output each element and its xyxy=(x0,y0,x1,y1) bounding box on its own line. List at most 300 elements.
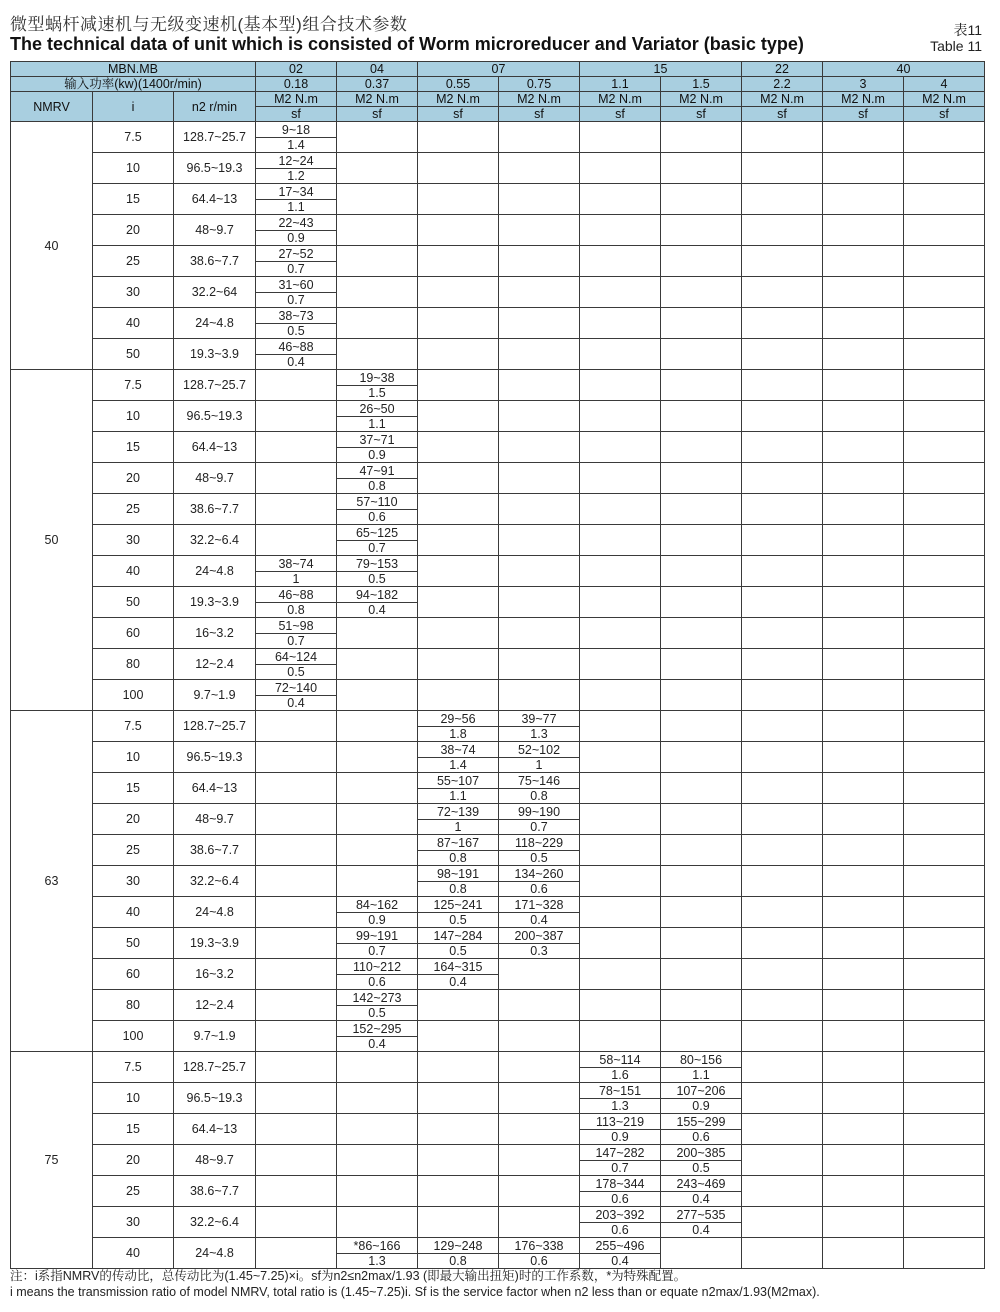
empty-cell xyxy=(337,153,418,184)
empty-cell xyxy=(337,1176,418,1207)
empty-cell xyxy=(823,618,904,649)
empty-cell xyxy=(580,370,661,401)
empty-cell xyxy=(580,556,661,587)
empty-cell xyxy=(580,618,661,649)
output-speed-n2: 38.6~7.7 xyxy=(174,246,256,277)
header-unit-sf: sf xyxy=(904,107,985,122)
output-speed-n2: 128.7~25.7 xyxy=(174,370,256,401)
empty-cell xyxy=(580,525,661,556)
service-factor-sf: 1.4 xyxy=(256,137,337,153)
header-unit-sf: sf xyxy=(742,107,823,122)
empty-cell xyxy=(742,804,823,835)
header-unit-m2: M2 N.m xyxy=(823,92,904,107)
service-factor-sf: 0.6 xyxy=(337,509,418,525)
empty-cell xyxy=(256,1176,337,1207)
empty-cell xyxy=(337,184,418,215)
empty-cell xyxy=(499,1176,580,1207)
empty-cell xyxy=(256,990,337,1021)
empty-cell xyxy=(823,587,904,618)
header-unit-m2: M2 N.m xyxy=(418,92,499,107)
empty-cell xyxy=(580,897,661,928)
empty-cell xyxy=(580,680,661,711)
output-speed-n2: 24~4.8 xyxy=(174,308,256,339)
empty-cell xyxy=(256,866,337,897)
empty-cell xyxy=(337,1114,418,1145)
torque-m2: 51~98 xyxy=(256,618,337,634)
torque-m2: 110~212 xyxy=(337,959,418,975)
empty-cell xyxy=(337,1052,418,1083)
service-factor-sf: 0.4 xyxy=(661,1191,742,1207)
empty-cell xyxy=(661,680,742,711)
empty-cell xyxy=(580,246,661,277)
output-speed-n2: 38.6~7.7 xyxy=(174,494,256,525)
empty-cell xyxy=(418,153,499,184)
service-factor-sf: 0.8 xyxy=(499,788,580,804)
empty-cell xyxy=(256,959,337,990)
empty-cell xyxy=(337,866,418,897)
empty-cell xyxy=(742,1052,823,1083)
service-factor-sf: 0.3 xyxy=(499,943,580,959)
output-speed-n2: 32.2~64 xyxy=(174,277,256,308)
empty-cell xyxy=(418,1021,499,1052)
empty-cell xyxy=(256,897,337,928)
empty-cell xyxy=(256,525,337,556)
empty-cell xyxy=(742,463,823,494)
torque-m2: 19~38 xyxy=(337,370,418,386)
empty-cell xyxy=(742,1114,823,1145)
output-speed-n2: 128.7~25.7 xyxy=(174,711,256,742)
torque-m2: 65~125 xyxy=(337,525,418,541)
output-speed-n2: 32.2~6.4 xyxy=(174,866,256,897)
empty-cell xyxy=(661,370,742,401)
empty-cell xyxy=(499,122,580,153)
ratio-i: 10 xyxy=(93,1083,174,1114)
torque-m2: 46~88 xyxy=(256,587,337,603)
empty-cell xyxy=(661,928,742,959)
empty-cell xyxy=(580,990,661,1021)
empty-cell xyxy=(823,401,904,432)
output-speed-n2: 64.4~13 xyxy=(174,184,256,215)
service-factor-sf: 1.1 xyxy=(418,788,499,804)
ratio-i: 30 xyxy=(93,866,174,897)
service-factor-sf: 1.1 xyxy=(256,199,337,215)
empty-cell xyxy=(499,680,580,711)
torque-m2: 22~43 xyxy=(256,215,337,231)
empty-cell xyxy=(499,432,580,463)
torque-m2: 37~71 xyxy=(337,432,418,448)
empty-cell xyxy=(418,556,499,587)
empty-cell xyxy=(904,1238,985,1269)
empty-cell xyxy=(823,184,904,215)
service-factor-sf: 0.7 xyxy=(499,819,580,835)
table-row xyxy=(11,990,985,1006)
empty-cell xyxy=(499,525,580,556)
empty-cell xyxy=(904,463,985,494)
empty-cell xyxy=(742,1021,823,1052)
torque-m2: 142~273 xyxy=(337,990,418,1006)
empty-cell xyxy=(742,432,823,463)
empty-cell xyxy=(661,897,742,928)
ratio-i: 7.5 xyxy=(93,711,174,742)
empty-cell xyxy=(337,246,418,277)
empty-cell xyxy=(661,463,742,494)
empty-cell xyxy=(823,835,904,866)
service-factor-sf: 0.9 xyxy=(256,230,337,246)
empty-cell xyxy=(904,959,985,990)
empty-cell xyxy=(499,618,580,649)
empty-cell xyxy=(823,804,904,835)
torque-m2: 72~140 xyxy=(256,680,337,696)
output-speed-n2: 128.7~25.7 xyxy=(174,1052,256,1083)
service-factor-sf: 1 xyxy=(256,571,337,587)
ratio-i: 40 xyxy=(93,556,174,587)
ratio-i: 10 xyxy=(93,742,174,773)
table-row xyxy=(11,525,985,541)
output-speed-n2: 12~2.4 xyxy=(174,990,256,1021)
empty-cell xyxy=(742,711,823,742)
empty-cell xyxy=(904,1207,985,1238)
empty-cell xyxy=(418,990,499,1021)
empty-cell xyxy=(661,525,742,556)
table-row xyxy=(11,370,985,386)
empty-cell xyxy=(661,122,742,153)
empty-cell xyxy=(418,401,499,432)
empty-cell xyxy=(256,1021,337,1052)
service-factor-sf: 0.7 xyxy=(337,943,418,959)
empty-cell xyxy=(661,308,742,339)
empty-cell xyxy=(580,153,661,184)
service-factor-sf: 1.1 xyxy=(337,416,418,432)
empty-cell xyxy=(418,1083,499,1114)
ratio-i: 15 xyxy=(93,184,174,215)
table-row xyxy=(11,77,985,92)
document-header xyxy=(10,8,990,58)
empty-cell xyxy=(742,122,823,153)
service-factor-sf: 0.7 xyxy=(580,1160,661,1176)
empty-cell xyxy=(904,184,985,215)
empty-cell xyxy=(742,1207,823,1238)
empty-cell xyxy=(418,680,499,711)
empty-cell xyxy=(256,1114,337,1145)
empty-cell xyxy=(499,494,580,525)
empty-cell xyxy=(904,432,985,463)
service-factor-sf: 0.5 xyxy=(499,850,580,866)
table-row xyxy=(11,246,985,262)
empty-cell xyxy=(580,277,661,308)
empty-cell xyxy=(742,742,823,773)
empty-cell xyxy=(904,1083,985,1114)
empty-cell xyxy=(499,990,580,1021)
empty-cell xyxy=(742,184,823,215)
empty-cell xyxy=(661,804,742,835)
ratio-i: 100 xyxy=(93,1021,174,1052)
torque-m2: 147~284 xyxy=(418,928,499,944)
header-power-value: 1.5 xyxy=(661,77,742,92)
empty-cell xyxy=(580,494,661,525)
empty-cell xyxy=(418,246,499,277)
footnote-english: i means the transmission ratio of model NMRV, total ratio is (1.45~7.25)i. Sf is the service factor when n2 less than or equate n2max/1.93(M2max). xyxy=(10,1285,820,1299)
table-row xyxy=(11,804,985,820)
empty-cell xyxy=(742,277,823,308)
service-factor-sf: 0.6 xyxy=(580,1191,661,1207)
empty-cell xyxy=(580,463,661,494)
empty-cell xyxy=(580,649,661,680)
service-factor-sf: 0.8 xyxy=(418,850,499,866)
empty-cell xyxy=(499,277,580,308)
torque-m2: 200~387 xyxy=(499,928,580,944)
output-speed-n2: 48~9.7 xyxy=(174,463,256,494)
empty-cell xyxy=(823,153,904,184)
empty-cell xyxy=(499,1145,580,1176)
service-factor-sf: 1 xyxy=(499,757,580,773)
table-row xyxy=(11,432,985,448)
header-unit-sf: sf xyxy=(661,107,742,122)
empty-cell xyxy=(661,959,742,990)
service-factor-sf: 0.8 xyxy=(337,478,418,494)
output-speed-n2: 9.7~1.9 xyxy=(174,1021,256,1052)
empty-cell xyxy=(418,122,499,153)
empty-cell xyxy=(580,711,661,742)
empty-cell xyxy=(256,1207,337,1238)
empty-cell xyxy=(904,618,985,649)
service-factor-sf: 0.6 xyxy=(580,1222,661,1238)
empty-cell xyxy=(823,742,904,773)
empty-cell xyxy=(256,1052,337,1083)
service-factor-sf: 0.8 xyxy=(418,1253,499,1269)
torque-m2: 243~469 xyxy=(661,1176,742,1192)
torque-m2: 47~91 xyxy=(337,463,418,479)
service-factor-sf: 0.4 xyxy=(337,1036,418,1052)
empty-cell xyxy=(418,1207,499,1238)
ratio-i: 100 xyxy=(93,680,174,711)
output-speed-n2: 24~4.8 xyxy=(174,1238,256,1269)
empty-cell xyxy=(904,649,985,680)
output-speed-n2: 12~2.4 xyxy=(174,649,256,680)
ratio-i: 60 xyxy=(93,618,174,649)
header-mbn-group: 40 xyxy=(823,62,985,77)
empty-cell xyxy=(418,432,499,463)
empty-cell xyxy=(256,463,337,494)
empty-cell xyxy=(742,1083,823,1114)
empty-cell xyxy=(904,835,985,866)
empty-cell xyxy=(823,1083,904,1114)
empty-cell xyxy=(823,897,904,928)
service-factor-sf: 0.6 xyxy=(499,881,580,897)
service-factor-sf: 0.5 xyxy=(256,323,337,339)
empty-cell xyxy=(904,525,985,556)
table-row xyxy=(11,277,985,293)
ratio-i: 40 xyxy=(93,308,174,339)
torque-m2: 75~146 xyxy=(499,773,580,789)
header-power-value: 0.18 xyxy=(256,77,337,92)
empty-cell xyxy=(499,1207,580,1238)
service-factor-sf: 0.5 xyxy=(418,912,499,928)
ratio-i: 50 xyxy=(93,928,174,959)
empty-cell xyxy=(418,215,499,246)
torque-m2: 64~124 xyxy=(256,649,337,665)
output-speed-n2: 64.4~13 xyxy=(174,432,256,463)
torque-m2: 107~206 xyxy=(661,1083,742,1099)
empty-cell xyxy=(337,649,418,680)
header-mbn-group: 22 xyxy=(742,62,823,77)
empty-cell xyxy=(661,401,742,432)
output-speed-n2: 19.3~3.9 xyxy=(174,587,256,618)
empty-cell xyxy=(661,649,742,680)
empty-cell xyxy=(418,1176,499,1207)
torque-m2: 31~60 xyxy=(256,277,337,293)
empty-cell xyxy=(742,153,823,184)
empty-cell xyxy=(742,618,823,649)
empty-cell xyxy=(580,184,661,215)
service-factor-sf: 1.2 xyxy=(256,168,337,184)
header-i-label: i xyxy=(93,92,174,122)
service-factor-sf: 1 xyxy=(418,819,499,835)
table-row xyxy=(11,184,985,200)
ratio-i: 7.5 xyxy=(93,370,174,401)
header-power-value: 2.2 xyxy=(742,77,823,92)
empty-cell xyxy=(580,339,661,370)
output-speed-n2: 19.3~3.9 xyxy=(174,928,256,959)
header-power-label: 输入功率(kw)(1400r/min) xyxy=(11,77,256,92)
torque-m2: 38~73 xyxy=(256,308,337,324)
ratio-i: 15 xyxy=(93,1114,174,1145)
torque-m2: 147~282 xyxy=(580,1145,661,1161)
empty-cell xyxy=(823,246,904,277)
empty-cell xyxy=(499,1083,580,1114)
empty-cell xyxy=(418,308,499,339)
header-unit-m2: M2 N.m xyxy=(742,92,823,107)
torque-m2: *86~166 xyxy=(337,1238,418,1254)
service-factor-sf: 0.4 xyxy=(661,1222,742,1238)
output-speed-n2: 96.5~19.3 xyxy=(174,401,256,432)
empty-cell xyxy=(499,370,580,401)
header-mbn-group: 15 xyxy=(580,62,742,77)
empty-cell xyxy=(661,1021,742,1052)
service-factor-sf: 1.3 xyxy=(337,1253,418,1269)
empty-cell xyxy=(742,1145,823,1176)
empty-cell xyxy=(742,835,823,866)
service-factor-sf: 1.1 xyxy=(661,1067,742,1083)
header-mbn-group: 07 xyxy=(418,62,580,77)
header-unit-sf: sf xyxy=(823,107,904,122)
empty-cell xyxy=(337,711,418,742)
empty-cell xyxy=(580,401,661,432)
table-row xyxy=(11,680,985,696)
service-factor-sf: 0.7 xyxy=(256,292,337,308)
service-factor-sf: 0.5 xyxy=(256,664,337,680)
ratio-i: 30 xyxy=(93,277,174,308)
torque-m2: 84~162 xyxy=(337,897,418,913)
torque-m2: 46~88 xyxy=(256,339,337,355)
empty-cell xyxy=(904,1021,985,1052)
service-factor-sf: 0.4 xyxy=(499,912,580,928)
empty-cell xyxy=(742,959,823,990)
service-factor-sf: 0.5 xyxy=(418,943,499,959)
output-speed-n2: 32.2~6.4 xyxy=(174,525,256,556)
table-row xyxy=(11,742,985,758)
empty-cell xyxy=(904,494,985,525)
output-speed-n2: 128.7~25.7 xyxy=(174,122,256,153)
empty-cell xyxy=(904,990,985,1021)
empty-cell xyxy=(499,556,580,587)
empty-cell xyxy=(337,308,418,339)
empty-cell xyxy=(823,1238,904,1269)
service-factor-sf: 0.5 xyxy=(337,1005,418,1021)
torque-m2: 17~34 xyxy=(256,184,337,200)
empty-cell xyxy=(256,432,337,463)
empty-cell xyxy=(904,680,985,711)
empty-cell xyxy=(337,1207,418,1238)
table-row xyxy=(11,897,985,913)
ratio-i: 10 xyxy=(93,153,174,184)
empty-cell xyxy=(742,215,823,246)
empty-cell xyxy=(418,370,499,401)
table-row xyxy=(11,773,985,789)
empty-cell xyxy=(418,649,499,680)
empty-cell xyxy=(823,773,904,804)
table-row xyxy=(11,339,985,355)
header-unit-sf: sf xyxy=(580,107,661,122)
ratio-i: 15 xyxy=(93,432,174,463)
empty-cell xyxy=(823,122,904,153)
header-mbn-group: 02 xyxy=(256,62,337,77)
empty-cell xyxy=(499,1021,580,1052)
nmrv-size: 75 xyxy=(11,1052,93,1269)
empty-cell xyxy=(499,215,580,246)
empty-cell xyxy=(499,246,580,277)
ratio-i: 25 xyxy=(93,246,174,277)
empty-cell xyxy=(742,339,823,370)
empty-cell xyxy=(337,339,418,370)
output-speed-n2: 16~3.2 xyxy=(174,618,256,649)
empty-cell xyxy=(661,618,742,649)
header-nmrv-label: NMRV xyxy=(11,92,93,122)
empty-cell xyxy=(904,339,985,370)
table-row xyxy=(11,401,985,417)
empty-cell xyxy=(337,277,418,308)
torque-m2: 39~77 xyxy=(499,711,580,727)
service-factor-sf: 1.3 xyxy=(499,726,580,742)
empty-cell xyxy=(742,680,823,711)
empty-cell xyxy=(499,1052,580,1083)
empty-cell xyxy=(823,432,904,463)
header-unit-m2: M2 N.m xyxy=(499,92,580,107)
table-row xyxy=(11,308,985,324)
empty-cell xyxy=(742,246,823,277)
empty-cell xyxy=(580,215,661,246)
empty-cell xyxy=(256,401,337,432)
empty-cell xyxy=(823,525,904,556)
service-factor-sf: 1.4 xyxy=(418,757,499,773)
ratio-i: 40 xyxy=(93,897,174,928)
output-speed-n2: 19.3~3.9 xyxy=(174,339,256,370)
torque-m2: 99~191 xyxy=(337,928,418,944)
empty-cell xyxy=(823,308,904,339)
service-factor-sf: 1.6 xyxy=(580,1067,661,1083)
table-row xyxy=(11,1052,985,1068)
torque-m2: 78~151 xyxy=(580,1083,661,1099)
empty-cell xyxy=(823,463,904,494)
ratio-i: 50 xyxy=(93,587,174,618)
output-speed-n2: 9.7~1.9 xyxy=(174,680,256,711)
title-chinese: 微型蜗杆减速机与无级变速机(基本型)组合技术参数 xyxy=(10,15,408,34)
empty-cell xyxy=(661,1238,742,1269)
title-english: The technical data of unit which is consisted of Worm microreducer and Variator (basic type) xyxy=(10,34,804,54)
torque-m2: 164~315 xyxy=(418,959,499,975)
service-factor-sf: 0.7 xyxy=(256,633,337,649)
empty-cell xyxy=(418,184,499,215)
output-speed-n2: 96.5~19.3 xyxy=(174,1083,256,1114)
